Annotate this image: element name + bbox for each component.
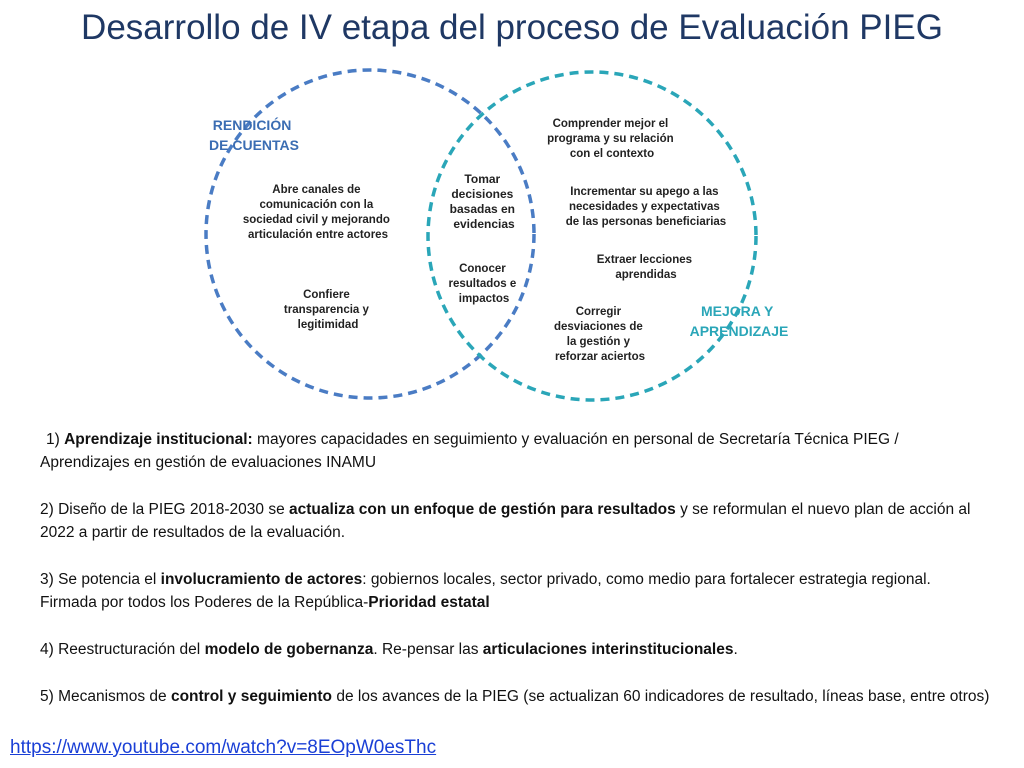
item-line: reforzar aciertos (554, 351, 646, 363)
item-line: Extraer lecciones (596, 254, 693, 266)
item-line: programa y su relación (547, 133, 674, 145)
item-line: sociedad civil y mejorando (242, 214, 390, 226)
item-line: la gestión y (566, 336, 631, 348)
slide-title: Desarrollo de IV etapa del proceso de Evaluación PIEG (81, 8, 943, 47)
point-4: 4) Reestructuración del modelo de gobernanza. Re-pensar las articulaciones interinstitucionales. (40, 641, 738, 658)
right-item-corregir (554, 306, 646, 363)
item-line: resultados e (448, 278, 517, 290)
item-line: con el contexto (569, 148, 655, 160)
mejora-label-line: APRENDIZAJE (689, 323, 789, 339)
rendicion-label-line: DE CUENTAS (209, 137, 299, 153)
item-line: basadas en (449, 202, 516, 216)
rendicion-label-line: RENDICIÓN (212, 117, 292, 133)
right-item-comprender (547, 118, 677, 160)
item-line: comunicación con la (259, 199, 374, 211)
item-line: desviaciones de (553, 321, 643, 333)
point-1: 1) Aprendizaje institucional: mayores capacidades en seguimiento y evaluación en personal de Secretaría Técnica PIEG / Aprendizajes en gestión de evaluaciones INAMU (40, 431, 899, 471)
item-line: transparencia y (283, 304, 369, 316)
key-points (40, 428, 990, 732)
item-line: aprendidas (615, 269, 677, 281)
left-item-comunicacion (243, 184, 393, 241)
item-line: Tomar (464, 172, 501, 186)
item-line: evidencias (453, 217, 515, 231)
point-5: 5) Mecanismos de control y seguimiento de los avances de la PIEG (se actualizan 60 indicadores de resultado, líneas base, entre otros) (40, 688, 990, 705)
item-line: impactos (458, 293, 510, 305)
mejora-label-line: MEJORA Y (701, 303, 774, 319)
right-item-lecciones (597, 254, 695, 281)
item-line: de las personas beneficiarias (565, 216, 727, 228)
item-line: articulación entre actores (248, 229, 388, 241)
point-3: 3) Se potencia el involucramiento de actores: gobiernos locales, sector privado, como medio para fortalecer estrategia regional. Firmada por todos los Poderes de la República-Prioridad estatal (40, 571, 931, 611)
item-line: Abre canales de (272, 184, 361, 196)
item-line: necesidades y expectativas (568, 201, 720, 213)
point-2: 2) Diseño de la PIEG 2018-2030 se actualiza con un enfoque de gestión para resultados y se reformulan el nuevo plan de acción al 2022 a partir de resultados de la evaluación. (40, 501, 971, 541)
left-item-transparencia (284, 289, 372, 331)
center-item-resultados (449, 263, 520, 305)
item-line: Comprender mejor el (552, 118, 669, 130)
item-line: Corregir (575, 306, 622, 318)
item-line: Incrementar su apego a las (570, 186, 719, 198)
mejora-label (690, 303, 789, 339)
item-line: legitimidad (297, 319, 359, 331)
item-line: Conocer (459, 263, 506, 275)
item-line: Confiere (303, 289, 350, 301)
rendicion-label (209, 116, 299, 153)
center-item-decisiones (450, 172, 519, 231)
youtube-link[interactable]: https://www.youtube.com/watch?v=8EOpW0esThc (10, 737, 437, 758)
right-item-incrementar (566, 186, 726, 228)
item-line: decisiones (451, 187, 514, 201)
